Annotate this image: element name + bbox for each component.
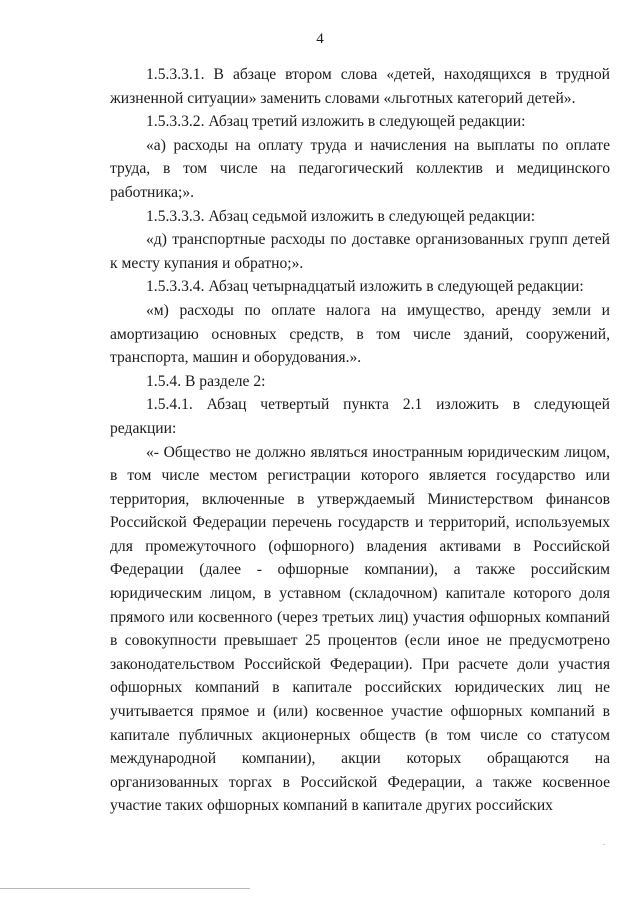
paragraph-1-5-4: 1.5.4. В разделе 2: — [146, 372, 266, 390]
paragraph-1-5-3-3-4: 1.5.3.3.4. Абзац четырнадцатый изложить в следующей редакции: — [146, 278, 584, 296]
paragraph-quote-company-requirement: «- Общество не должно являться иностранным юридическим лицом, в том числе местом регистрации которого является государство или территория, включенные в утверждаемый Министерством финансов Российской Федерации перечень государств и территорий, используемых для промежуточного (офшорного) владения активами в Российской Федерации (далее - офшорные компании), а также российским юридическим лицом, в уставном (складочном) капитале которого доля прямого или косвенного (через третьих лиц) участия офшорных компаний в совокупности превышает 25 процентов (если иное не предусмотрено законодательством Российской Федерации). При расчете доли участия офшорных компаний в капитале российских юридических лиц не учитывается прямое и (или) косвенное участие офшорных компаний в капитале публичных акционерных обществ (в том числе со статусом международной компании), акции которых обращаются на организованных торгах в Российской Федерации, а также косвенное участие таких офшорных компаний в капитале других российских — [110, 443, 610, 815]
page-number: 4 — [316, 31, 324, 47]
paragraph-1-5-3-3-3: 1.5.3.3.3. Абзац седьмой изложить в следующей редакции: — [146, 207, 536, 225]
paragraph-1-5-3-3-1: 1.5.3.3.1. В абзаце втором слова «детей, находящихся в трудной жизненной ситуации» заменить словами «льготных категорий детей». — [110, 66, 610, 107]
paragraph-1-5-3-3-2: 1.5.3.3.2. Абзац третий изложить в следующей редакции: — [146, 113, 526, 131]
document-body — [110, 63, 610, 818]
scan-speck — [603, 844, 605, 845]
footer-rule — [0, 888, 250, 889]
paragraph-1-5-4-1: 1.5.4.1. Абзац четвертый пункта 2.1 изложить в следующей редакции: — [110, 396, 610, 437]
paragraph-quote-m: «м) расходы по оплате налога на имущество, аренду земли и амортизацию основных средств, в том числе зданий, сооружений, транспорта, машин и оборудования.». — [110, 301, 610, 367]
paragraph-quote-d: «д) транспортные расходы по доставке организованных групп детей к месту купания и обратно;». — [110, 231, 610, 272]
paragraph-quote-a: «а) расходы на оплату труда и начисления на выплаты по оплате труда, в том числе на педагогический коллектив и медицинского работника;». — [110, 136, 610, 201]
